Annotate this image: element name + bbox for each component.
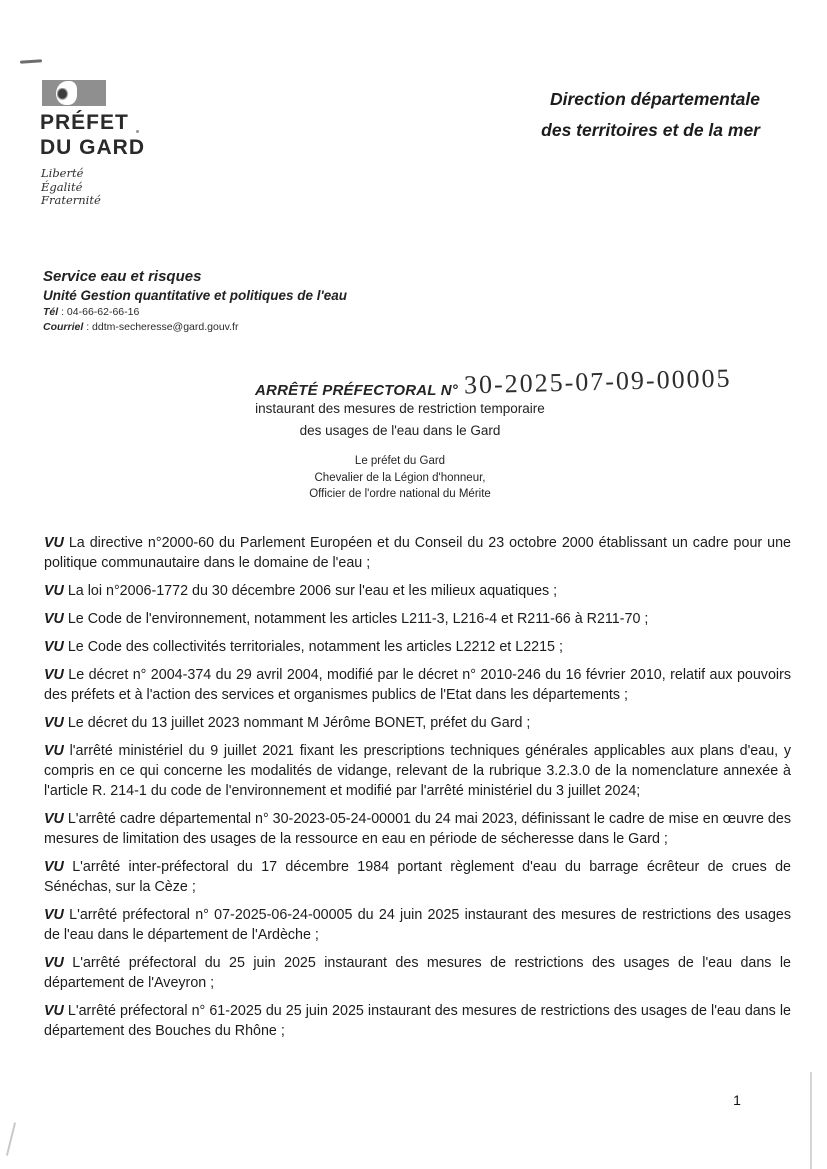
vu-text: Le décret du 13 juillet 2023 nommant M Jérôme BONET, préfet du Gard ;	[63, 715, 531, 731]
vu-text: L'arrêté préfectoral n° 61-2025 du 25 juin 2025 instaurant des mesures de restrictions des usages de l'eau dans le département des Bouches du Rhône ;	[44, 1003, 791, 1039]
vu-label: VU	[44, 1003, 64, 1019]
decree-subtitle	[0, 398, 800, 442]
prefecture-logo-block	[40, 80, 145, 208]
vu-paragraph	[44, 857, 791, 897]
pen-mark-artifact	[20, 59, 42, 63]
service-email	[43, 320, 347, 335]
vu-paragraph	[44, 581, 791, 601]
vu-paragraph	[44, 665, 791, 705]
vu-text: L'arrêté inter-préfectoral du 17 décembre 1984 portant règlement d'eau du barrage écrêteur de crues de Sénéchas, sur la Cèze ;	[44, 859, 791, 895]
prefet-line2: DU GARD	[40, 136, 145, 159]
vu-label: VU	[44, 715, 64, 731]
vu-text: l'arrêté ministériel du 9 juillet 2021 fixant les prescriptions techniques générales applicables aux plans d'eau, y compris en ce qui concerne les modalités de vidange, relevant de la rubrique 3.2.3.0 de la nomenclature annexée à l'article R. 214-1 du code de l'environnement et modifié par l'arrêté ministériel du 3 juillet 2024;	[44, 743, 791, 799]
motto-liberte: Liberté	[41, 166, 84, 180]
decree-subtitle-line1: instaurant des mesures de restriction temporaire	[255, 401, 545, 416]
marianne-face-detail	[57, 88, 69, 101]
vu-paragraph	[44, 713, 791, 733]
prefect-preamble	[0, 453, 800, 503]
vu-text: La loi n°2006-1772 du 30 décembre 2006 sur l'eau et les milieux aquatiques ;	[63, 583, 558, 599]
motto-fraternite: Fraternité	[41, 193, 101, 207]
direction-line1: Direction départementale	[549, 89, 760, 109]
phone-value: : 04-66-62-66-16	[61, 306, 140, 318]
vu-text: Le décret n° 2004-374 du 29 avril 2004, modifié par le décret n° 2010-246 du 16 février 2010, relatif aux pouvoirs des préfets et à l'action des services et organismes publics de l'Etat dans les départements ;	[44, 667, 791, 703]
service-unit: Unité Gestion quantitative et politiques de l'eau	[43, 288, 348, 303]
vu-paragraph	[44, 533, 791, 573]
decree-title: ARRÊTÉ PRÉFECTORAL N°	[255, 382, 458, 399]
vu-label: VU	[44, 743, 64, 759]
direction-line2: des territoires et de la mer	[541, 120, 760, 140]
scan-edge-artifact	[810, 1072, 812, 1169]
vu-text: L'arrêté cadre départemental n° 30-2023-05-24-00001 du 24 mai 2023, définissant le cadre de mise en œuvre des mesures de limitation des usages de la ressource en eau en période de sécheresse dans le Gard ;	[44, 811, 791, 847]
vu-paragraph	[44, 741, 791, 801]
marianne-flag-icon	[42, 80, 106, 106]
motto-egalite: Égalité	[41, 179, 83, 194]
email-value: : ddtm-secheresse@gard.gouv.fr	[86, 321, 239, 333]
vu-paragraph	[44, 905, 791, 945]
vu-text: Le Code des collectivités territoriales, notamment les articles L2212 et L2215 ;	[63, 639, 563, 655]
vu-text: L'arrêté préfectoral du 25 juin 2025 instaurant des mesures de restrictions des usages de l'eau dans le département de l'Aveyron ;	[44, 955, 791, 991]
republic-motto	[41, 167, 145, 208]
vu-section	[44, 533, 791, 1049]
preamble-line1: Le préfet du Gard	[354, 455, 446, 467]
vu-text: L'arrêté préfectoral n° 07-2025-06-24-00005 du 24 juin 2025 instaurant des mesures de restrictions des usages de l'eau dans le département de l'Ardèche ;	[44, 907, 791, 943]
vu-label: VU	[44, 667, 64, 683]
email-label: Courriel	[43, 321, 84, 333]
vu-label: VU	[44, 955, 64, 971]
vu-label: VU	[44, 811, 64, 827]
scan-scratch-artifact	[6, 1122, 16, 1155]
handwritten-decree-number: 30-2025-07-09-00005	[463, 363, 732, 400]
vu-label: VU	[44, 639, 64, 655]
vu-label: VU	[44, 859, 64, 875]
vu-label: VU	[44, 611, 64, 627]
vu-paragraph	[44, 637, 791, 657]
decree-subtitle-line2: des usages de l'eau dans le Gard	[299, 423, 501, 438]
prefet-line1: PRÉFET	[40, 111, 129, 134]
service-block	[43, 267, 347, 335]
vu-text: Le Code de l'environnement, notamment les articles L211-3, L216-4 et R211-66 à R211-70 ;	[63, 611, 649, 627]
vu-paragraph	[44, 809, 791, 849]
preamble-line3: Officier de l'ordre national du Mérite	[309, 488, 491, 500]
service-name: Service eau et risques	[43, 268, 202, 285]
vu-paragraph	[44, 1001, 791, 1041]
preamble-line2: Chevalier de la Légion d'honneur,	[314, 471, 486, 484]
vu-paragraph	[44, 609, 791, 629]
vu-text: La directive n°2000-60 du Parlement Européen et du Conseil du 23 octobre 2000 établissant un cadre pour une politique communautaire dans le domaine de l'eau ;	[44, 535, 791, 571]
vu-label: VU	[44, 907, 64, 923]
page-number: 1	[733, 1092, 741, 1108]
phone-label: Tél	[43, 306, 59, 318]
vu-label: VU	[44, 583, 64, 599]
service-phone	[43, 305, 347, 320]
vu-paragraph	[44, 953, 791, 993]
direction-header	[455, 84, 760, 146]
vu-label: VU	[44, 535, 64, 551]
